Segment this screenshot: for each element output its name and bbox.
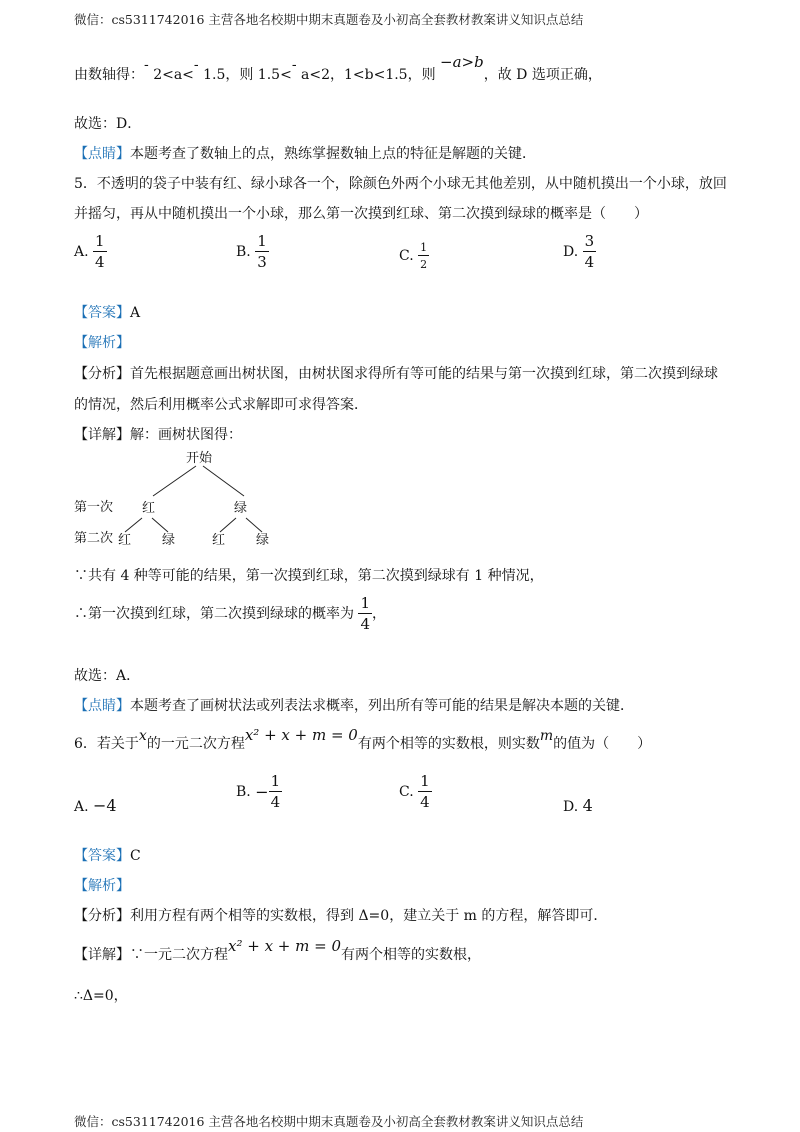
q4-number-line-reasoning: 由数轴得：- 2<a<- 1.5，则 1.5<- a<2，1<b<1.5，则 −a>b，故 D 选项正确， [74,53,602,83]
tree-node-level2: 绿 [256,533,270,548]
tree-edge [246,518,262,532]
q6-stem: 6．若关于x的一元二次方程x² + x + m = 0有两个相等的实数根，则实数m的值为（ ） [74,726,652,752]
page-header: 微信：cs5311742016 主营各地名校期中期末真题卷及小初高全套教材教案讲义知识点总结 [74,12,584,27]
q5-answer: 【答案】A [74,305,141,321]
tree-row2-label: 第二次 [74,531,114,546]
tree-edge [203,466,244,496]
q5-comment: 【点睛】本题考查了画树状法或列表法求概率，列出所有等可能的结果是解决本题的关键． [74,698,634,714]
tree-node-level2: 红 [212,533,226,548]
tree-node-level1: 红 [142,501,156,516]
tree-edge [125,518,142,532]
q4-comment: 【点睛】本题考查了数轴上的点，熟练掌握数轴上点的特征是解题的关键． [74,146,536,162]
q6-option-c: C. $\frac{1}{4}$ [399,772,430,811]
q5-stem-line2: 并摇匀，再从中随机摸出一个小球，那么第一次摸到红球、第二次摸到绿球的概率是（ ） [74,206,648,222]
tree-row1-label: 第一次 [74,500,114,515]
q6-answer: 【答案】C [74,848,141,864]
q5-choose: 故选：A． [74,668,141,684]
q5-because: ∵共有 4 种等可能的结果，第一次摸到红球，第二次摸到绿球有 1 种情况， [74,568,544,584]
tree-edge [220,518,236,532]
q5-detail: 【详解】解：画树状图得： [74,427,242,443]
q4-choose: 故选：D． [74,116,142,132]
q5-analysis-tag: 【解析】 [74,335,130,351]
q5-fenxi-line1: 【分析】首先根据题意画出树状图，由树状图求得所有等可能的结果与第一次摸到红球，第二次摸到绿球 [74,366,718,382]
q6-option-d: D. 4 [563,796,593,815]
q6-delta: ∴Δ=0， [74,988,128,1004]
q6-detail: 【详解】∵一元二次方程x² + x + m = 0有两个相等的实数根， [74,937,482,963]
q5-option-d: D. $\frac{3}{4}$ [563,232,595,271]
q5-fenxi-line2: 的情况，然后利用概率公式求解即可求得答案． [74,397,368,413]
tree-node-level2: 红 [118,533,132,548]
tree-edge [152,518,168,532]
q6-option-b: B. − $\frac{1}{4}$ [236,772,281,811]
q6-fenxi: 【分析】利用方程有两个相等的实数根，得到 Δ=0，建立关于 m 的方程，解答即可． [74,908,608,924]
tree-node-level1: 绿 [234,501,248,516]
q6-option-a: A. −4 [74,796,117,815]
quadratic-equation: x² + x + m = 0 [244,726,358,744]
q5-option-c: C. $\frac{1}{2}$ [399,241,428,271]
q5-option-a: A. $\frac{1}{4}$ [74,232,105,271]
q5-therefore: ∴第一次摸到红球，第二次摸到绿球的概率为 $\frac{1}{4}$ ， [74,594,386,633]
tree-edge [153,466,196,496]
tree-diagram [70,446,300,550]
tree-node-level2: 绿 [162,533,176,548]
q6-analysis-tag: 【解析】 [74,878,130,894]
q5-stem-line1: 5．不透明的袋子中装有红、绿小球各一个，除颜色外两个小球无其他差别，从中随机摸出一个小球，放回 [74,176,727,192]
inequality-formula: −a>b [440,53,484,71]
page-footer: 微信：cs5311742016 主营各地名校期中期末真题卷及小初高全套教材教案讲义知识点总结 [74,1114,584,1129]
q5-option-b: B. $\frac{1}{3}$ [236,232,267,271]
tree-root: 开始 [186,451,213,466]
